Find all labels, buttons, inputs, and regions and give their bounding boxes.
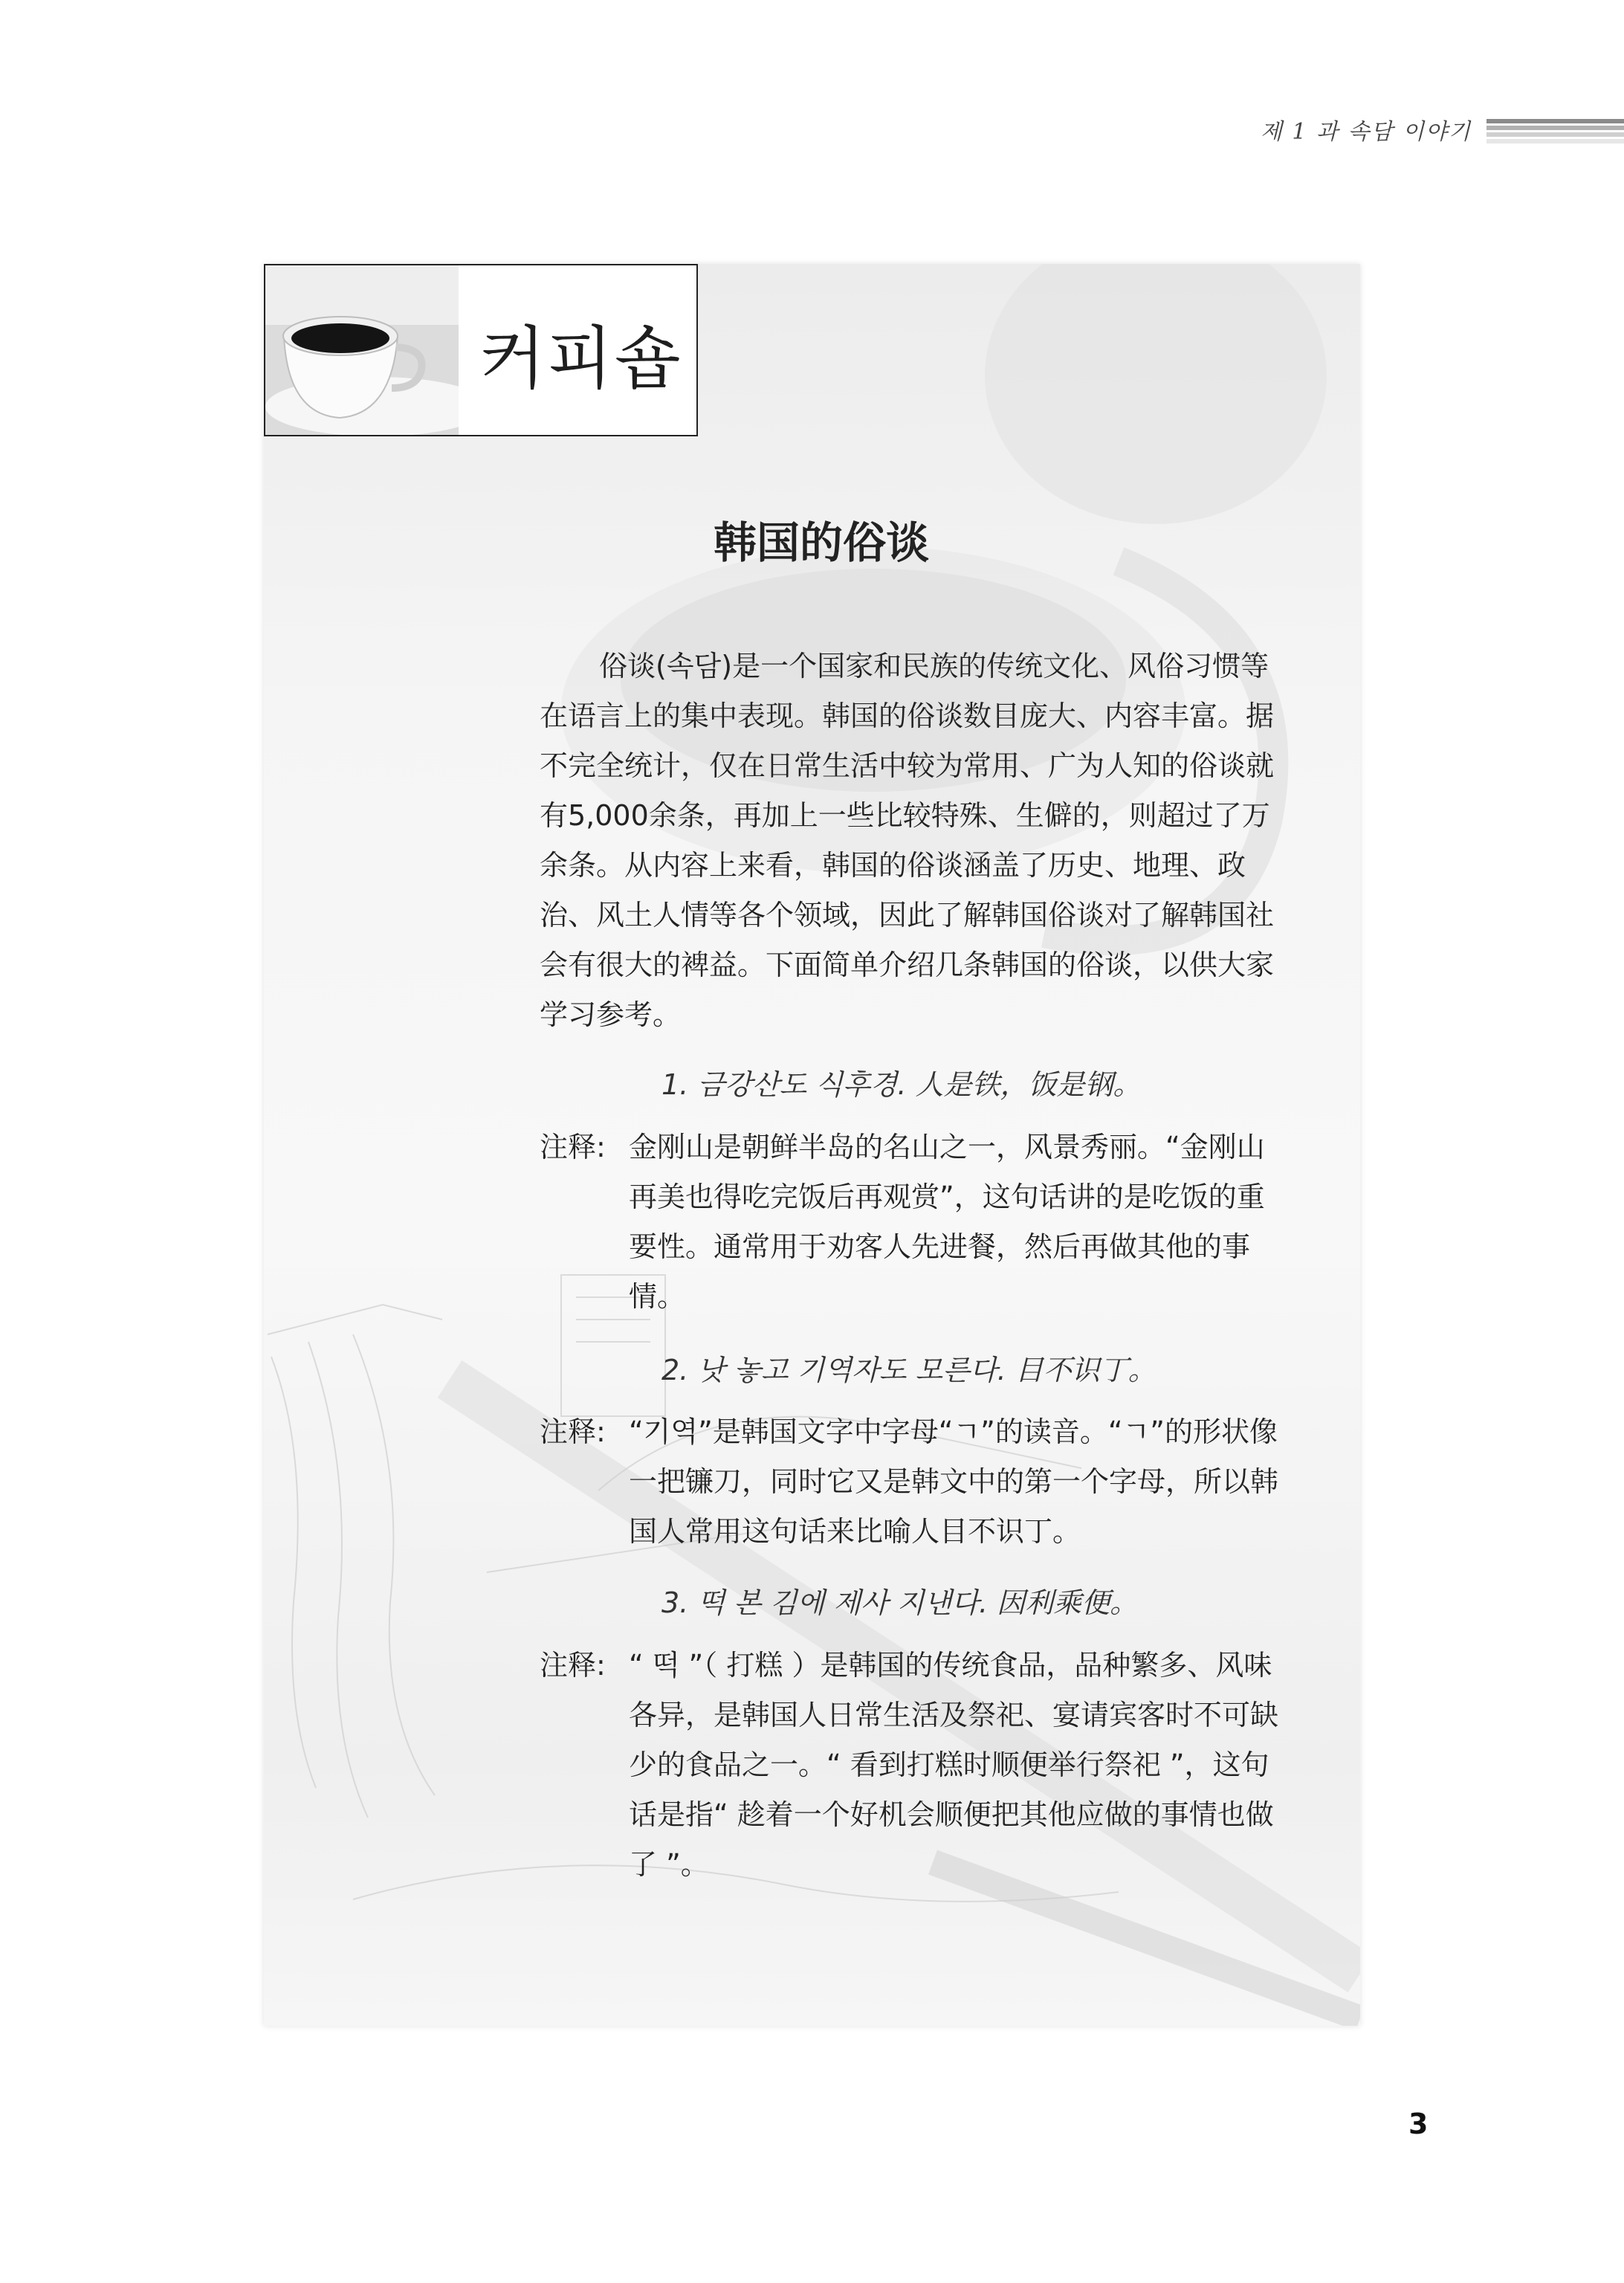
note-text: 金刚山是朝鲜半岛的名山之一，风景秀丽。“金刚山再美也得吃完饭后再观赏”，这句话讲的是吃饭的重要性。通常用于劝客人先进餐，然后再做其他的事情。 [629,1131,1265,1313]
intro-paragraph: 俗谈(속담)是一个国家和民族的传统文化、风俗习惯等在语言上的集中表现。韩国的俗谈数目庞大、内容丰富。据不完全统计，仅在日常生活中较为常用、广为人知的俗谈就有5,000余条，再加上一些比较特殊、生僻的，则超过了万余条。从内容上来看，韩国的俗谈涵盖了历史、地理、政治、风土人情等各个领域，因此了解韩国俗谈对了解韩国社会有很大的裨益。下面简单介绍几条韩国的俗谈，以供大家学习参考。 [540,650,1275,1031]
coffee-cup-image [265,265,459,435]
note-text: “ 떡 ”（ 打糕 ）是韩国的传统食品，品种繁多、风味各异，是韩国人日常生活及祭祀、宴请宾客时不可缺少的食品之一。“ 看到打糕时顺便举行祭祀 ”，这句话是指“ 趁着一个好机会顺便把其他应做的事情也做了 ”。 [629,1649,1279,1881]
note-2 [540,1407,1289,1557]
essay-title: 韩国的俗谈 [713,517,929,568]
proverb-3: 3. 떡 본 김에 제사 지낸다. 因利乘便。 [661,1586,1139,1619]
note-3 [540,1641,1289,1890]
proverb-2: 2. 낫 놓고 기역자도 모른다. 目不识丁。 [661,1354,1156,1386]
proverb-1: 1. 금강산도 식후경. 人是铁，饭是钢。 [661,1068,1142,1101]
header-decoration-bars [1486,119,1624,149]
note-1 [540,1123,1289,1322]
running-header: 제 1 과 속담 이야기 [1260,119,1472,145]
note-label: 注释: [540,1131,606,1163]
note-label: 注释: [540,1649,606,1682]
section-title-box [264,264,698,436]
section-title: 커피숍 [479,319,682,398]
note-text: “기역”是韩国文字中字母“ㄱ”的读音。“ㄱ”的形状像一把镰刀，同时它又是韩文中的第一个字母，所以韩国人常用这句话来比喻人目不识丁。 [629,1415,1279,1548]
page-number: 3 [1408,2108,1429,2140]
note-label: 注释: [540,1415,606,1448]
